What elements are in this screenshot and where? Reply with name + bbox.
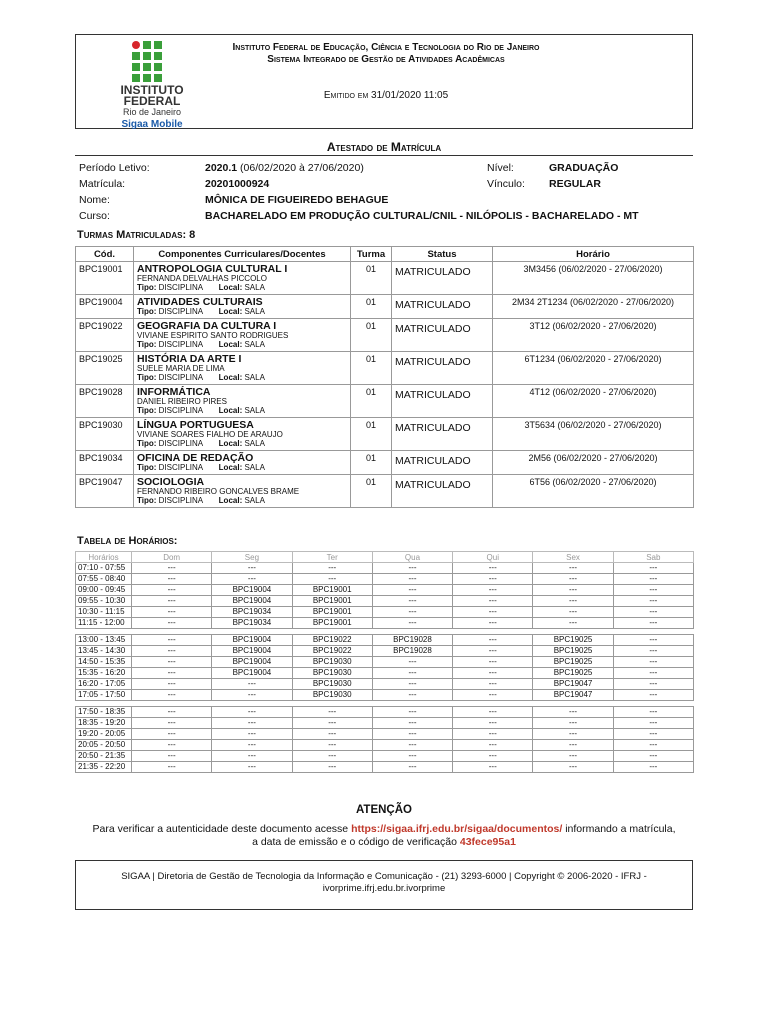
horario-cell: --- [453, 740, 533, 751]
horario-row [76, 574, 694, 585]
vinculo-value: REGULAR [549, 178, 601, 190]
horario-cell: --- [292, 740, 372, 751]
horario-cell: --- [453, 762, 533, 773]
horario-cell: --- [453, 718, 533, 729]
horario-cell: --- [132, 585, 212, 596]
horario-cell: --- [132, 668, 212, 679]
horario-cell: BPC19025 [533, 635, 613, 646]
discipline-tipo-local: Tipo: DISCIPLINA Local: SALA [137, 307, 265, 316]
horario-cell: --- [533, 607, 613, 618]
logo-text-federal: FEDERAL [123, 94, 181, 108]
horario-cell: --- [372, 729, 452, 740]
horario-cell: --- [533, 585, 613, 596]
header-institution [226, 42, 546, 66]
horarios-header-cell: Sex [533, 552, 613, 563]
turma-horario: 6T1234 (06/02/2020 - 27/06/2020) [493, 352, 694, 385]
discipline-name: HISTÓRIA DA ARTE I [137, 353, 242, 365]
turma-status: MATRICULADO [392, 262, 493, 295]
turma-code: BPC19001 [76, 262, 134, 295]
horario-cell: --- [453, 585, 533, 596]
turma-component [134, 475, 351, 508]
horario-cell: --- [132, 596, 212, 607]
horario-cell: --- [613, 596, 693, 607]
horario-cell: --- [533, 574, 613, 585]
horario-cell: --- [453, 646, 533, 657]
horario-cell: --- [372, 563, 452, 574]
horario-cell: --- [613, 718, 693, 729]
horario-cell: --- [132, 646, 212, 657]
horario-cell: --- [372, 707, 452, 718]
horario-cell: BPC19004 [212, 646, 292, 657]
horario-row [76, 762, 694, 773]
horario-cell: --- [613, 657, 693, 668]
horario-cell: BPC19022 [292, 646, 372, 657]
horario-cell: --- [453, 635, 533, 646]
horario-cell: --- [372, 668, 452, 679]
horario-time: 14:50 - 15:35 [76, 657, 132, 668]
horario-cell: --- [613, 690, 693, 701]
turma-horario: 3T12 (06/02/2020 - 27/06/2020) [493, 319, 694, 352]
horario-cell: --- [132, 740, 212, 751]
horario-cell: --- [613, 563, 693, 574]
horario-cell: --- [132, 762, 212, 773]
discipline-name: ANTROPOLOGIA CULTURAL I [137, 263, 288, 275]
horario-cell: --- [372, 596, 452, 607]
discipline-name: ATIVIDADES CULTURAIS [137, 296, 263, 308]
horarios-table [75, 551, 694, 773]
horario-cell: --- [212, 740, 292, 751]
turmas-header-cell: Componentes Curriculares/Docentes [134, 247, 351, 262]
turma-code: BPC19047 [76, 475, 134, 508]
horario-time: 09:00 - 09:45 [76, 585, 132, 596]
horario-cell: BPC19030 [292, 679, 372, 690]
horario-cell: --- [132, 729, 212, 740]
horario-row [76, 607, 694, 618]
horarios-header-cell: Dom [132, 552, 212, 563]
horario-row [76, 718, 694, 729]
horario-cell: --- [212, 574, 292, 585]
turma-row [76, 418, 694, 451]
horario-cell: --- [372, 607, 452, 618]
horarios-header-cell: Ter [292, 552, 372, 563]
turmas-table [75, 246, 694, 508]
turma-row [76, 385, 694, 418]
discipline-name: GEOGRAFIA DA CULTURA I [137, 320, 277, 332]
horario-cell: --- [212, 563, 292, 574]
horario-cell: --- [132, 635, 212, 646]
horario-cell: BPC19034 [212, 607, 292, 618]
horario-cell: --- [132, 574, 212, 585]
horario-cell: --- [132, 707, 212, 718]
turma-status: MATRICULADO [392, 475, 493, 508]
periodo-label: Período Letivo: [79, 162, 150, 174]
horario-time: 13:00 - 13:45 [76, 635, 132, 646]
discipline-teacher: VIVIANE ESPIRITO SANTO RODRIGUES [137, 331, 289, 340]
horario-cell: --- [453, 574, 533, 585]
horario-cell: --- [212, 751, 292, 762]
vinculo-label: Vínculo: [487, 178, 525, 190]
horario-row [76, 635, 694, 646]
curso-label: Curso: [79, 210, 110, 222]
periodo-value: 2020.1 (06/02/2020 à 27/06/2020) [205, 162, 364, 174]
attention-heading: ATENÇÃO [355, 804, 412, 816]
turma-code: BPC19025 [76, 352, 134, 385]
turma-component [134, 295, 351, 319]
emission-date: Emitido em 31/01/2020 11:05 [323, 90, 449, 101]
horario-cell: --- [292, 718, 372, 729]
horario-cell: --- [533, 762, 613, 773]
horario-time: 09:55 - 10:30 [76, 596, 132, 607]
horario-cell: --- [453, 690, 533, 701]
horario-cell: BPC19030 [292, 657, 372, 668]
turma-component [134, 418, 351, 451]
discipline-name: INFORMÁTICA [137, 386, 211, 398]
turma-status: MATRICULADO [392, 319, 493, 352]
turma-code: BPC19034 [76, 451, 134, 475]
turma-component [134, 352, 351, 385]
horario-cell: --- [613, 679, 693, 690]
horario-cell: --- [132, 718, 212, 729]
horario-time: 19:20 - 20:05 [76, 729, 132, 740]
horario-cell: BPC19004 [212, 585, 292, 596]
horario-cell: --- [453, 596, 533, 607]
horario-cell: BPC19034 [212, 618, 292, 629]
horario-row [76, 585, 694, 596]
turma-number: 01 [351, 475, 392, 508]
turma-code: BPC19004 [76, 295, 134, 319]
horario-cell: BPC19028 [372, 635, 452, 646]
horario-cell: --- [372, 751, 452, 762]
logo-text-rio: Rio de Janeiro [122, 107, 182, 117]
horario-cell: --- [533, 729, 613, 740]
horario-cell: --- [613, 740, 693, 751]
turma-status: MATRICULADO [392, 385, 493, 418]
horarios-header-cell: Qua [372, 552, 452, 563]
turma-horario: 6T56 (06/02/2020 - 27/06/2020) [493, 475, 694, 508]
horario-row [76, 657, 694, 668]
horario-cell: --- [613, 751, 693, 762]
horario-time: 20:50 - 21:35 [76, 751, 132, 762]
horario-cell: BPC19004 [212, 657, 292, 668]
horario-cell: BPC19001 [292, 596, 372, 607]
turma-component [134, 451, 351, 475]
verification-code: 43fece95a1 [459, 836, 516, 848]
horario-cell: --- [453, 618, 533, 629]
horario-cell: --- [613, 668, 693, 679]
turma-horario: 3M3456 (06/02/2020 - 27/06/2020) [493, 262, 694, 295]
turma-row [76, 451, 694, 475]
turma-number: 01 [351, 418, 392, 451]
horario-time: 07:55 - 08:40 [76, 574, 132, 585]
document-title: Atestado de Matrícula [326, 140, 442, 154]
horario-cell: --- [613, 729, 693, 740]
horario-cell: --- [372, 574, 452, 585]
horario-time: 07:10 - 07:55 [76, 563, 132, 574]
logo-text-instituto: INSTITUTO [120, 83, 184, 97]
curso-value: BACHARELADO EM PRODUÇÃO CULTURAL/CNIL - NILÓPOLIS - BACHARELADO - MT [205, 210, 639, 222]
turma-component [134, 262, 351, 295]
horario-row [76, 740, 694, 751]
horario-row [76, 729, 694, 740]
horario-time: 16:20 - 17:05 [76, 679, 132, 690]
discipline-tipo-local: Tipo: DISCIPLINA Local: SALA [137, 406, 265, 415]
horario-cell: BPC19001 [292, 607, 372, 618]
verification-text: Para verificar a autenticidade deste documento acesse https://sigaa.ifrj.edu.br/sigaa/documentos/ informando a matrícula, a data de emissão e o código de verificação 43fece95a1 [92, 823, 676, 848]
footer-line1: SIGAA | Diretoria de Gestão de Tecnologia da Informação e Comunicação - (21) 3293-6000 | Copyright © 2006-2020 - IFRJ - [121, 871, 647, 882]
horario-cell: --- [212, 729, 292, 740]
horario-time: 15:35 - 16:20 [76, 668, 132, 679]
horario-cell: --- [132, 751, 212, 762]
horario-time: 17:50 - 18:35 [76, 707, 132, 718]
footer-line2: ivorprime.ifrj.edu.br.ivorprime [322, 883, 446, 894]
turmas-header-cell: Status [392, 247, 493, 262]
horario-cell: BPC19025 [533, 668, 613, 679]
ifrj-logo [116, 41, 188, 130]
horario-cell: --- [533, 707, 613, 718]
turma-row [76, 319, 694, 352]
turma-horario: 3T5634 (06/02/2020 - 27/06/2020) [493, 418, 694, 451]
verification-link[interactable]: https://sigaa.ifrj.edu.br/sigaa/documentos/ [351, 823, 563, 835]
discipline-teacher: DANIEL RIBEIRO PIRES [137, 397, 227, 406]
student-info [77, 160, 697, 226]
horario-cell: BPC19001 [292, 618, 372, 629]
turma-status: MATRICULADO [392, 352, 493, 385]
discipline-tipo-local: Tipo: DISCIPLINA Local: SALA [137, 283, 265, 292]
horario-cell: --- [613, 635, 693, 646]
horario-cell: --- [453, 679, 533, 690]
horario-time: 17:05 - 17:50 [76, 690, 132, 701]
document-header [75, 34, 693, 129]
horario-cell: --- [132, 679, 212, 690]
horario-cell: --- [292, 707, 372, 718]
horario-cell: --- [533, 718, 613, 729]
horario-cell: BPC19004 [212, 596, 292, 607]
horario-row [76, 668, 694, 679]
turma-component [134, 319, 351, 352]
turma-row [76, 262, 694, 295]
turma-horario: 4T12 (06/02/2020 - 27/06/2020) [493, 385, 694, 418]
discipline-tipo-local: Tipo: DISCIPLINA Local: SALA [137, 439, 265, 448]
horario-cell: BPC19030 [292, 668, 372, 679]
horario-time: 11:15 - 12:00 [76, 618, 132, 629]
horario-cell: --- [212, 690, 292, 701]
turma-code: BPC19030 [76, 418, 134, 451]
horario-cell: --- [453, 668, 533, 679]
horario-row [76, 751, 694, 762]
horario-cell: --- [533, 751, 613, 762]
horarios-header-cell: Horários [76, 552, 132, 563]
horario-row [76, 690, 694, 701]
horario-cell: --- [212, 679, 292, 690]
title-divider [75, 155, 693, 156]
horario-cell: --- [453, 563, 533, 574]
nome-value: MÔNICA DE FIGUEIREDO BEHAGUE [205, 194, 389, 206]
logo-mark-icon [132, 41, 188, 82]
horario-cell: --- [372, 618, 452, 629]
horario-cell: --- [132, 690, 212, 701]
turma-number: 01 [351, 295, 392, 319]
logo-text-sigaa: Sigaa Mobile [121, 119, 183, 130]
discipline-teacher: FERNANDO RIBEIRO GONCALVES BRAME [137, 487, 300, 496]
turma-number: 01 [351, 352, 392, 385]
horario-cell: --- [132, 563, 212, 574]
discipline-name: OFICINA DE REDAÇÃO [137, 452, 254, 464]
horario-cell: BPC19004 [212, 635, 292, 646]
horario-cell: --- [613, 707, 693, 718]
turma-horario: 2M34 2T1234 (06/02/2020 - 27/06/2020) [493, 295, 694, 319]
nivel-value: GRADUAÇÃO [549, 162, 619, 174]
horario-cell: --- [372, 718, 452, 729]
horario-time: 18:35 - 19:20 [76, 718, 132, 729]
horario-cell: --- [292, 762, 372, 773]
horario-cell: --- [372, 690, 452, 701]
turma-number: 01 [351, 319, 392, 352]
horario-row [76, 596, 694, 607]
horario-cell: --- [613, 585, 693, 596]
discipline-teacher: SUELE MARIA DE LIMA [137, 364, 225, 373]
turma-number: 01 [351, 262, 392, 295]
horario-cell: --- [453, 707, 533, 718]
turma-row [76, 295, 694, 319]
horario-cell: --- [533, 563, 613, 574]
discipline-teacher: VIVIANE SOARES FIALHO DE ARAUJO [137, 430, 283, 439]
horario-cell: --- [372, 585, 452, 596]
system-name: Sistema Integrado de Gestão de Atividades Acadêmicas [267, 54, 505, 65]
document-footer [75, 860, 693, 910]
horario-time: 13:45 - 14:30 [76, 646, 132, 657]
horario-cell: --- [132, 607, 212, 618]
horario-cell: --- [453, 729, 533, 740]
horario-cell: BPC19030 [292, 690, 372, 701]
horario-cell: BPC19047 [533, 679, 613, 690]
horario-cell: --- [372, 762, 452, 773]
turma-code: BPC19022 [76, 319, 134, 352]
horario-cell: --- [132, 657, 212, 668]
horario-cell: --- [453, 751, 533, 762]
horario-cell: --- [372, 657, 452, 668]
horario-cell: BPC19025 [533, 657, 613, 668]
horario-cell: --- [453, 657, 533, 668]
discipline-tipo-local: Tipo: DISCIPLINA Local: SALA [137, 496, 265, 505]
discipline-tipo-local: Tipo: DISCIPLINA Local: SALA [137, 463, 265, 472]
horario-cell: --- [212, 707, 292, 718]
horario-cell: --- [613, 607, 693, 618]
horario-cell: --- [132, 618, 212, 629]
horario-row [76, 679, 694, 690]
horario-cell: --- [613, 762, 693, 773]
matricula-value: 20201000924 [205, 178, 270, 190]
horarios-title: Tabela de Horários: [77, 535, 178, 547]
horario-cell: --- [212, 718, 292, 729]
turma-number: 01 [351, 385, 392, 418]
horarios-header-cell: Qui [453, 552, 533, 563]
turma-horario: 2M56 (06/02/2020 - 27/06/2020) [493, 451, 694, 475]
turma-number: 01 [351, 451, 392, 475]
turmas-header-cell: Horário [493, 247, 694, 262]
horario-cell: --- [613, 574, 693, 585]
turma-row [76, 475, 694, 508]
discipline-tipo-local: Tipo: DISCIPLINA Local: SALA [137, 373, 265, 382]
turma-component [134, 385, 351, 418]
horario-time: 10:30 - 11:15 [76, 607, 132, 618]
horario-cell: --- [372, 679, 452, 690]
institution-name: Instituto Federal de Educação, Ciência e Tecnologia do Rio de Janeiro [232, 42, 540, 53]
horarios-header-cell: Sab [613, 552, 693, 563]
horario-cell: --- [292, 751, 372, 762]
horario-time: 21:35 - 22:20 [76, 762, 132, 773]
horario-row [76, 563, 694, 574]
horario-cell: --- [372, 740, 452, 751]
horario-cell: --- [453, 607, 533, 618]
horario-row [76, 646, 694, 657]
discipline-name: LÍNGUA PORTUGUESA [137, 419, 254, 431]
horarios-header-cell: Seg [212, 552, 292, 563]
horario-cell: BPC19028 [372, 646, 452, 657]
discipline-tipo-local: Tipo: DISCIPLINA Local: SALA [137, 340, 265, 349]
horario-cell: --- [292, 729, 372, 740]
turmas-header-cell: Turma [351, 247, 392, 262]
discipline-teacher: FERNANDA DELVALHAS PICCOLO [137, 274, 267, 283]
discipline-name: SOCIOLOGIA [137, 476, 205, 488]
nome-label: Nome: [79, 194, 110, 206]
horario-cell: --- [292, 574, 372, 585]
horario-cell: --- [533, 596, 613, 607]
horario-cell: --- [613, 646, 693, 657]
turmas-header-cell: Cód. [76, 247, 134, 262]
horario-cell: --- [533, 618, 613, 629]
horario-cell: BPC19022 [292, 635, 372, 646]
horario-cell: --- [292, 563, 372, 574]
turma-status: MATRICULADO [392, 451, 493, 475]
horario-cell: BPC19025 [533, 646, 613, 657]
horario-cell: BPC19047 [533, 690, 613, 701]
turma-status: MATRICULADO [392, 295, 493, 319]
horario-cell: BPC19004 [212, 668, 292, 679]
turma-code: BPC19028 [76, 385, 134, 418]
horario-cell: --- [613, 618, 693, 629]
turma-row [76, 352, 694, 385]
matricula-label: Matrícula: [79, 178, 126, 190]
horario-row [76, 618, 694, 629]
horario-row [76, 707, 694, 718]
turmas-title: Turmas Matriculadas: 8 [77, 229, 196, 241]
nivel-label: Nível: [487, 162, 514, 174]
horario-cell: BPC19001 [292, 585, 372, 596]
horario-cell: --- [212, 762, 292, 773]
horario-cell: --- [533, 740, 613, 751]
turma-status: MATRICULADO [392, 418, 493, 451]
horario-time: 20:05 - 20:50 [76, 740, 132, 751]
